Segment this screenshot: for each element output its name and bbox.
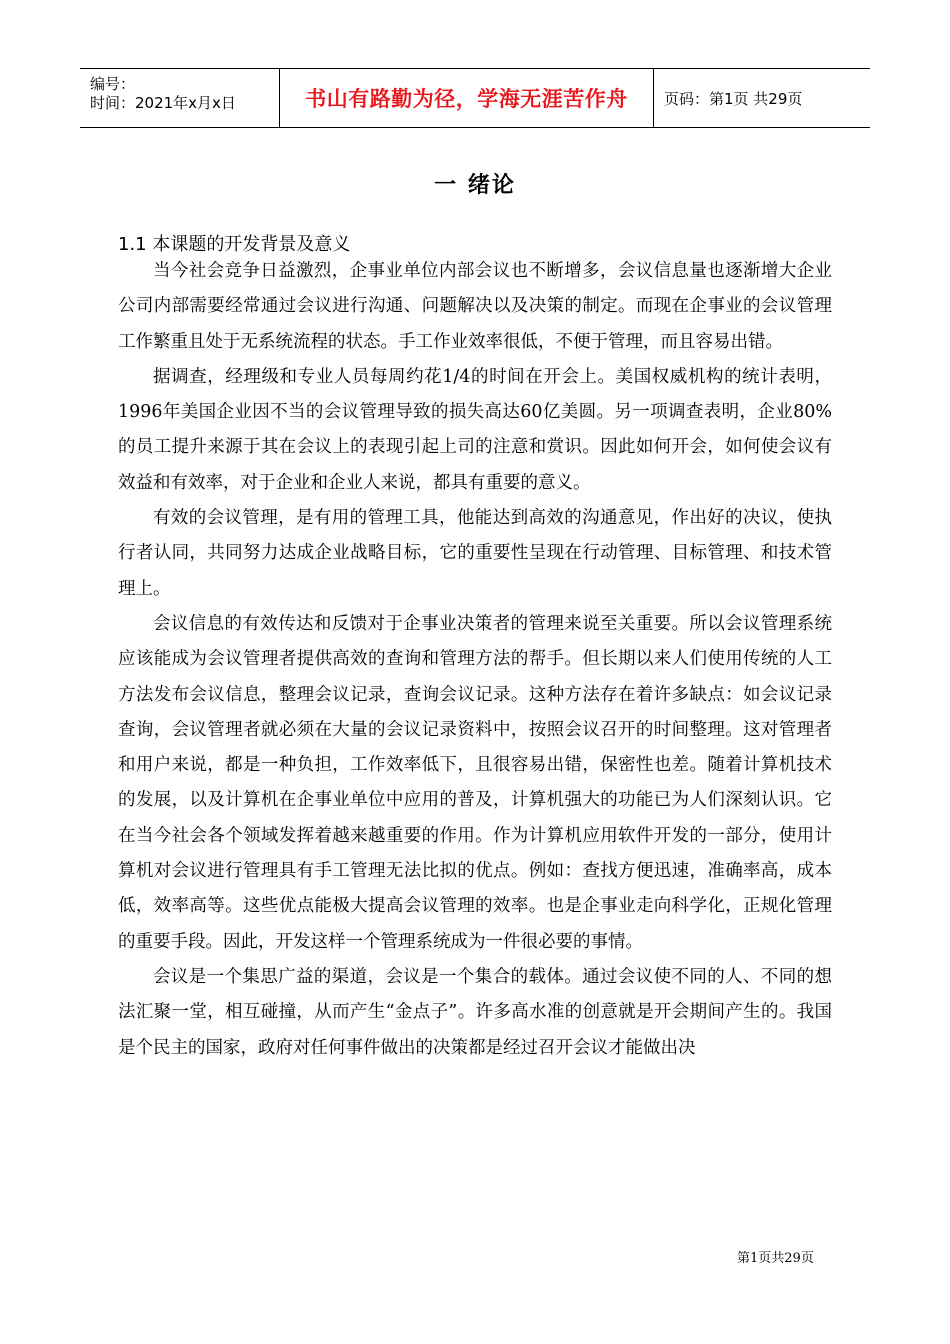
header-motto: 书山有路勤为径，学海无涯苦作舟 bbox=[280, 69, 654, 127]
page-header bbox=[80, 68, 870, 128]
paragraph: 会议是一个集思广益的渠道，会议是一个集合的载体。通过会议使不同的人、不同的想法汇聚一堂，相互碰撞，从而产生“金点子”。许多高水准的创意就是开会期间产生的。我国是个民主的国家，政府对任何事件做出的决策都是经过召开会议才能做出决 bbox=[118, 966, 832, 1058]
paragraph: 据调查，经理级和专业人员每周约花1/4的时间在开会上。美国权威机构的统计表明，1996年美国企业因不当的会议管理导致的损失高达60亿美圆。另一项调查表明，企业80%的员工提升来源于其在会议上的表现引起上司的注意和赏识。因此如何开会，如何使会议有效益和有效率，对于企业和企业人来说，都具有重要的意义。 bbox=[118, 366, 832, 493]
document-number-label: 编号： bbox=[90, 75, 136, 93]
chapter-title: 一 绪论 bbox=[434, 173, 516, 198]
document-date-label: 时间：2021年x月x日 bbox=[90, 94, 236, 112]
body-text bbox=[118, 254, 832, 1066]
header-meta-cell bbox=[80, 69, 280, 127]
paragraph: 当今社会竞争日益激烈，企事业单位内部会议也不断增多，会议信息量也逐渐增大企业公司内部需要经常通过会议进行沟通、问题解决以及决策的制定。而现在企事业的会议管理工作繁重且处于无系统流程的状态。手工作业效率很低，不便于管理，而且容易出错。 bbox=[118, 261, 832, 352]
section-title: 1.1 本课题的开发背景及意义 bbox=[118, 234, 351, 255]
paragraph: 会议信息的有效传达和反馈对于企事业决策者的管理来说至关重要。所以会议管理系统应该能成为会议管理者提供高效的查询和管理方法的帮手。但长期以来人们使用传统的人工方法发布会议信息，整理会议记录，查询会议记录。这种方法存在着许多缺点：如会议记录查询，会议管理者就必须在大量的会议记录资料中，按照会议召开的时间整理。这对管理者和用户来说，都是一种负担，工作效率低下，且很容易出错，保密性也差。随着计算机技术的发展，以及计算机在企事业单位中应用的普及，计算机强大的功能已为人们深刻认识。它在当今社会各个领域发挥着越来越重要的作用。作为计算机应用软件开发的一部分，使用计算机对会议进行管理具有手工管理无法比拟的优点。例如：查找方便迅速，准确率高，成本低，效率高等。这些优点能极大提高会议管理的效率。也是企事业走向科学化，正规化管理的重要手段。因此，开发这样一个管理系统成为一件很必要的事情。 bbox=[118, 613, 832, 952]
header-page-info: 页码：第1页 共29页 bbox=[664, 89, 803, 108]
paragraph: 有效的会议管理，是有用的管理工具，他能达到高效的沟通意见，作出好的决议，使执行者认同，共同努力达成企业战略目标，它的重要性呈现在行动管理、目标管理、和技术管理上。 bbox=[118, 508, 832, 599]
page-footer: 第1页共29页 bbox=[737, 1251, 814, 1266]
